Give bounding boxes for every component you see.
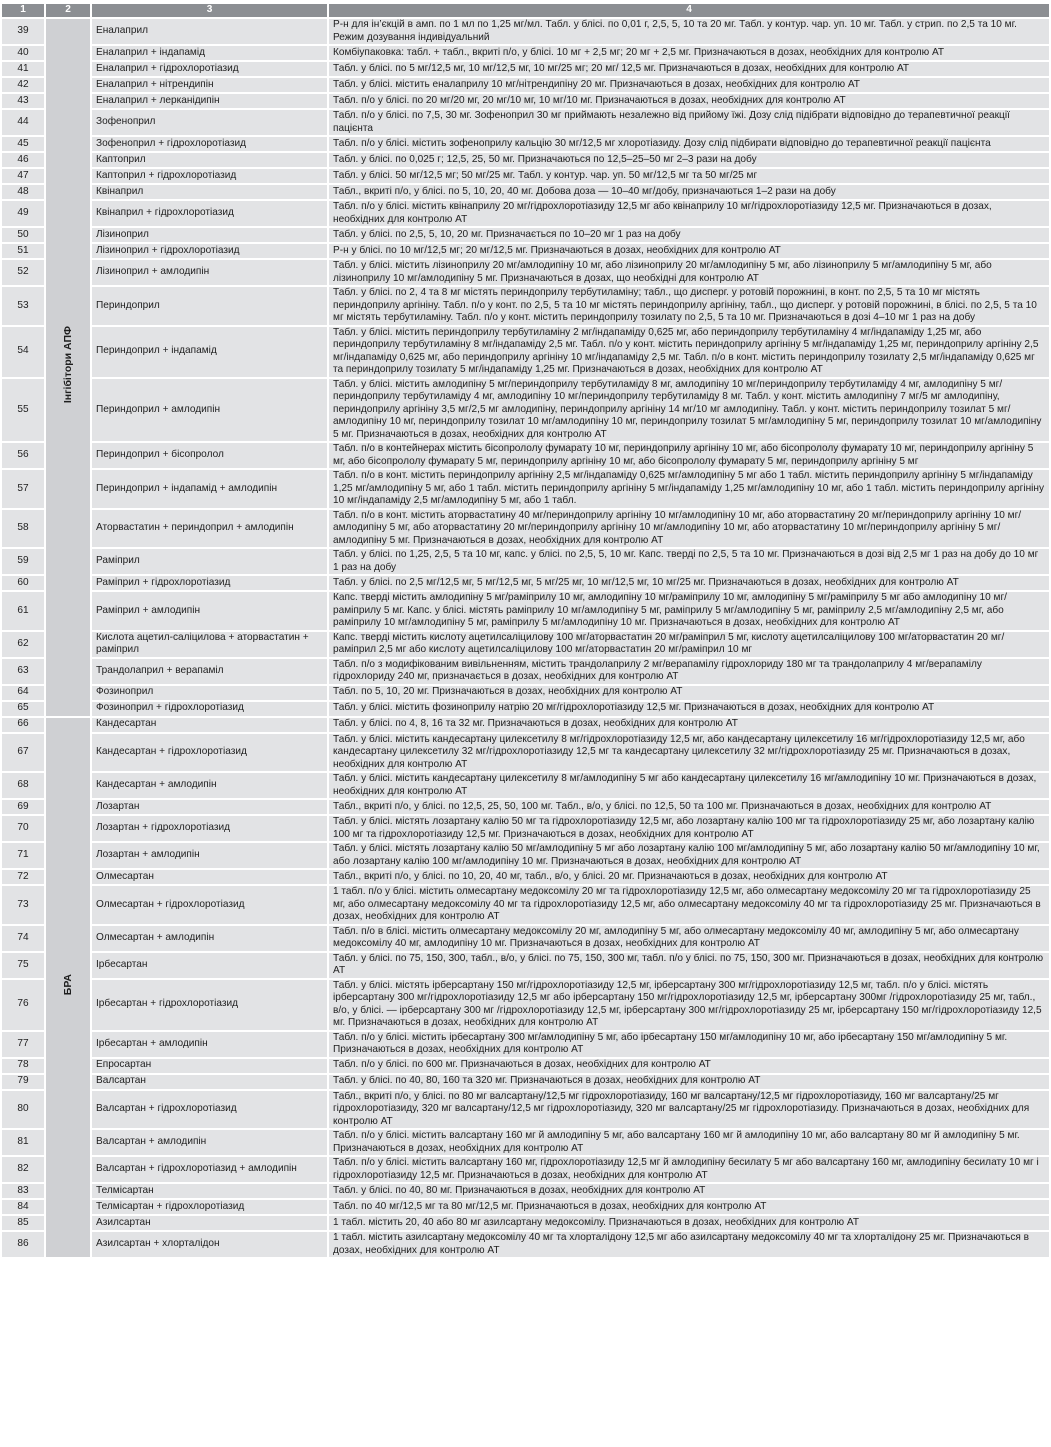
drug-name: Зофеноприл	[90, 110, 327, 135]
row-number: 71	[2, 843, 44, 868]
row-number: 79	[2, 1075, 44, 1089]
drug-name: Ірбесартан + гідрохлоротіазид	[90, 980, 327, 1030]
row-number: 74	[2, 926, 44, 951]
table-row	[2, 1184, 1049, 1198]
drug-description: Табл., вкриті п/о, у блісі. по 5, 10, 20, 40 мг. Добова доза — 10–40 мг/добу, призначаються 1–2 рази на добу	[327, 185, 1049, 199]
drug-name: Каптоприл	[90, 153, 327, 167]
table-row	[2, 659, 1049, 684]
drug-description: Капс. тверді містить амлодипіну 5 мг/раміприлу 10 мг, амлодипіну 10 мг/раміприлу 10 мг, амлодипіну 5 мг/раміприлу 5 мг або амлодипіну 10 мг/раміприлу 5 мг. Капс. у блісі. містять раміприлу 10 мг/амлодипіну 5 мг, раміприлу 5 мг/амлодипіну 5 мг, раміприлу 2,5 мг/амлодипіну 2,5 мг, або раміприлу 10 мг/амлодипіну 5 мг, раміприлу 5 мг/амлодипіну 10 мг. Призначаються в дозах, необхідних для контролю АТ	[327, 592, 1049, 630]
row-number: 66	[2, 718, 44, 732]
column-header-2: 2	[44, 4, 90, 17]
drug-name: Лозартан + гідрохлоротіазид	[90, 816, 327, 841]
drug-name: Азилсартан + хлорталідон	[90, 1232, 327, 1257]
row-number: 75	[2, 953, 44, 978]
table-row	[2, 1200, 1049, 1214]
table-row	[2, 592, 1049, 630]
drug-description: Р-н у блісі. по 10 мг/12,5 мг; 20 мг/12,5 мг. Призначаються в дозах, необхідних для контролю АТ	[327, 244, 1049, 258]
drug-description: 1 табл. містить 20, 40 або 80 мг азилсартану медоксомілу. Призначаються в дозах, необхідних для контролю АТ	[327, 1216, 1049, 1230]
drug-description: Табл. у блісі. по 1,25, 2,5, 5 та 10 мг, капс. у блісі. по 2,5, 5, 10 мг. Капс. тверді по 2,5, 5 та 10 мг. Призначаються в дозі від 2,5 мг 1 раз на добу до 10 мг 1 раз на добу	[327, 549, 1049, 574]
drug-name: Раміприл	[90, 549, 327, 574]
column-header-1: 1	[2, 4, 44, 17]
drug-name: Периндоприл + індапамід + амлодипін	[90, 470, 327, 508]
drug-name: Олмесартан + амлодипін	[90, 926, 327, 951]
table-row	[2, 800, 1049, 814]
drug-name: Лозартан	[90, 800, 327, 814]
table-row	[2, 110, 1049, 135]
drug-name: Ірбесартан	[90, 953, 327, 978]
table-row	[2, 260, 1049, 285]
row-number: 73	[2, 886, 44, 924]
table-row	[2, 78, 1049, 92]
column-header-3: 3	[90, 4, 327, 17]
drug-name: Ірбесартан + амлодипін	[90, 1032, 327, 1057]
row-number: 70	[2, 816, 44, 841]
table-row	[2, 816, 1049, 841]
drug-description: Табл. у блісі. містять лозартану калію 50 мг та гідрохлоротіазиду 12,5 мг, або лозартану калію 100 мг та гідрохлоротіазиду 25 мг, або лозартану калію 100 мг та гідрохлоротіазиду 12,5 мг. Призначаються в дозах, необхідних для контролю АТ	[327, 816, 1049, 841]
drug-name: Кандесартан	[90, 718, 327, 732]
table-row	[2, 734, 1049, 772]
row-number: 56	[2, 443, 44, 468]
table-row	[2, 702, 1049, 716]
drug-description: Табл. у блісі. по 5 мг/12,5 мг, 10 мг/12,5 мг, 10 мг/25 мг; 20 мг/ 12,5 мг. Призначаються в дозах, необхідних для контролю АТ	[327, 62, 1049, 76]
drug-name: Валсартан + гідрохлоротіазид	[90, 1091, 327, 1129]
table-row	[2, 94, 1049, 108]
row-number: 55	[2, 379, 44, 442]
drug-name: Периндоприл + індапамід	[90, 327, 327, 377]
table-row	[2, 244, 1049, 258]
row-number: 85	[2, 1216, 44, 1230]
table-row	[2, 576, 1049, 590]
row-number: 63	[2, 659, 44, 684]
drug-description: Табл. п/о в блісі. містить олмесартану медоксомілу 20 мг, амлодипіну 5 мг, або олмесартану медоксомілу 40 мг, амлодипіну 5 мг, або олмесартану медоксомілу 40 мг, амлодипіну 10 мг. Призначаються в дозах, необхідних для контролю АТ	[327, 926, 1049, 951]
drug-description: Табл., вкриті п/о, у блісі. по 10, 20, 40 мг, табл., в/о, у блісі. 20 мг. Призначаються в дозах, необхідних для контролю АТ	[327, 870, 1049, 884]
drug-name: Лізиноприл	[90, 228, 327, 242]
drug-description: Табл. п/о в контейнерах містить бісопрололу фумарату 10 мг, периндоприлу аргініну 10 мг, або бісопрололу фумарату 10 мг, периндоприлу аргініну 5 мг, або бісопрололу фумарату 5 мг, периндоприлу аргініну 10 мг, або бісопрололу фумарату 5 мг, периндоприлу аргініну 5 мг	[327, 443, 1049, 468]
drug-name: Кандесартан + гідрохлоротіазид	[90, 734, 327, 772]
drug-description: Табл. у блісі. містять ірберсартану 150 мг/гідрохлоротіазиду 12,5 мг, ірберсартану 300 мг/гідрохлоротіазиду 12,5 мг, табл. п/о у блісі. містять ірберсартану 300 мг/гідрохлоротіазиду 12,5 мг або ірберсартану 150 мг/гідрохлоротіазиду 12,5 мг, ірберсартану 300мг /гідрохлоротіазиду 25 мг, табл., в/о, у блісі. — ірберсартану 300 мг /гідрохлоротіазиду 12,5 мг, ірберсартану 300 мг/гідрохлоротіазиду 25 мг, ірберсартану 150 мг/гідрохлоротіазиду 12,5 мг. Призначаються в дозах, необхідних для контролю АТ	[327, 980, 1049, 1030]
row-number: 52	[2, 260, 44, 285]
drug-description: Табл. у блісі. 50 мг/12,5 мг; 50 мг/25 мг. Табл. у контур. чар. уп. 50 мг/12,5 мг та 50 мг/25 мг	[327, 169, 1049, 183]
row-number: 62	[2, 632, 44, 657]
table-row	[2, 153, 1049, 167]
drug-name: Азилсартан	[90, 1216, 327, 1230]
drug-name: Валсартан + амлодипін	[90, 1130, 327, 1155]
drug-name: Квінаприл	[90, 185, 327, 199]
table-row	[2, 926, 1049, 951]
table-row	[2, 169, 1049, 183]
row-number: 82	[2, 1157, 44, 1182]
table-row	[2, 1157, 1049, 1182]
table-row	[2, 718, 1049, 732]
row-number: 58	[2, 510, 44, 548]
table-row	[2, 1059, 1049, 1073]
drug-name: Периндоприл + амлодипін	[90, 379, 327, 442]
table-row	[2, 19, 1049, 44]
drug-name: Лізиноприл + амлодипін	[90, 260, 327, 285]
column-header-4: 4	[327, 4, 1049, 17]
drug-description: Табл. у блісі. по 2,5, 5, 10, 20 мг. Призначається по 10–20 мг 1 раз на добу	[327, 228, 1049, 242]
table-row	[2, 686, 1049, 700]
drug-name: Аторвастатин + периндоприл + амлодипін	[90, 510, 327, 548]
row-number: 76	[2, 980, 44, 1030]
row-number: 78	[2, 1059, 44, 1073]
row-number: 41	[2, 62, 44, 76]
table-row	[2, 1032, 1049, 1057]
drug-description: Табл. п/о в конт. містить периндоприлу аргініну 2,5 мг/індапаміду 0,625 мг/амлодипіну 5 мг або 1 табл. містить периндоприлу аргініну 5 мг/індапаміду 1,25 мг/амлодипіну 5 мг, або 1 табл. містить периндоприлу аргініну 5 мг/індапаміду 1,25 мг/амлодипіну 10 мг, або 1 табл. містить периндоприлу аргініну 10 мг/індапаміду 2,5 мг/амлодипіну 5 мг, або 1 табл.	[327, 470, 1049, 508]
drug-name: Еналаприл + нітрендипін	[90, 78, 327, 92]
row-number: 60	[2, 576, 44, 590]
drug-name: Раміприл + гідрохлоротіазид	[90, 576, 327, 590]
row-number: 46	[2, 153, 44, 167]
table-row	[2, 443, 1049, 468]
row-number: 40	[2, 46, 44, 60]
drug-description: Табл. п/о у блісі. по 7,5, 30 мг. Зофеноприл 30 мг приймають незалежно від прийому їжі. Дозу слід підібрати відповідно до терапевтичної реакції пацієнта	[327, 110, 1049, 135]
drug-name: Трандолаприл + верапаміл	[90, 659, 327, 684]
row-number: 51	[2, 244, 44, 258]
drug-name: Еналаприл	[90, 19, 327, 44]
drug-name: Зофеноприл + гідрохлоротіазид	[90, 137, 327, 151]
row-number: 53	[2, 287, 44, 325]
row-number: 65	[2, 702, 44, 716]
table-row	[2, 510, 1049, 548]
drug-description: Табл. п/о у блісі. містить ірбесартану 300 мг/амлодипіну 5 мг, або ірбесартану 150 мг/амлодипіну 10 мг, або ірбесартану 150 мг/амлодипіну 5 мг. Призначаються в дозах, необхідних для контролю АТ	[327, 1032, 1049, 1057]
table-row	[2, 327, 1049, 377]
drug-description: Табл. п/о у блісі. містить валсартану 160 мг й амлодипіну 5 мг, або валсартану 160 мг й амлодипіну 10 мг, або валсартану 80 мг й амлодипіну 5 мг. Призначаються в дозах, необхідних для контролю АТ	[327, 1130, 1049, 1155]
drug-description: Табл. у блісі. містить амлодипіну 5 мг/периндоприлу тербутиламіду 8 мг, амлодипіну 10 мг/периндоприлу тербутиламіду 4 мг, амлодипіну 5 мг/периндоприлу тербутиламіду 4 мг, амлодипіну 10 мг/периндоприлу тербутиламіду 8 мг. Табл. у конт. містить амлодипіну 7 мг/5 мг амлодипіну, периндоприлу аргініну 3,5 мг/2,5 мг амлодипіну, периндоприлу аргініну 14 мг/10 мг амлодипіну. Табл. у конт. містить периндоприлу тозилат 5 мг/амлодипіну 10 мг, периндоприлу тозилат 10 мг/амлодипіну 10 мг, периндоприлу тозилат 5 мг/амлодипіну 5 мг, периндоприлу тозилат 10 мг/амлодипіну 5 мг. Призначаються в дозах, необхідних для контролю АТ	[327, 379, 1049, 442]
row-number: 45	[2, 137, 44, 151]
drug-description: Табл. у блісі. містить лізиноприлу 20 мг/амлодипіну 10 мг, або лізиноприлу 20 мг/амлодипіну 5 мг, або лізиноприлу 5 мг/амлодипіну 5 мг, або лізиноприлу 10 мг/амлодипіну 5 мг. Призначаються в дозах, що необхідні для контролю АТ	[327, 260, 1049, 285]
drug-description: Табл. у блісі. містить периндоприлу тербутиламіну 2 мг/індапаміду 0,625 мг, або периндоприлу тербутиламіну 4 мг/індапаміду 1,25 мг, або периндоприлу тербутиламіну 8 мг/індапаміду 2,5 мг. Табл. п/о у конт. містить периндоприлу аргініну 5 мг/індапаміду 1,25 мг, периндоприлу аргініну 2,5 мг/індапаміду 0,625 мг, або периндоприлу аргініну 10 мг/індапаміду 2,5 мг. Табл. п/о в конт. містить периндоприлу тозилату 2,5 мг/індапаміду 0,625 мг та периндоприлу тозилату 5 мг/індапаміду 1,25 мг. Призначаються в дозах, необхідних для контролю АТ	[327, 327, 1049, 377]
table-row	[2, 1216, 1049, 1230]
row-number: 49	[2, 201, 44, 226]
row-number: 67	[2, 734, 44, 772]
row-number: 42	[2, 78, 44, 92]
table-row	[2, 470, 1049, 508]
row-number: 43	[2, 94, 44, 108]
drug-description: Табл. по 5, 10, 20 мг. Призначаються в дозах, необхідних для контролю АТ	[327, 686, 1049, 700]
drug-description: Табл. п/о у блісі. по 600 мг. Призначаються в дозах, необхідних для контролю АТ	[327, 1059, 1049, 1073]
drug-description: Табл. у блісі. по 0,025 г; 12,5, 25, 50 мг. Призначаються по 12,5–25–50 мг 2–3 рази на добу	[327, 153, 1049, 167]
row-number: 84	[2, 1200, 44, 1214]
table-row	[2, 228, 1049, 242]
row-number: 48	[2, 185, 44, 199]
drug-name: Лозартан + амлодипін	[90, 843, 327, 868]
table-row	[2, 1232, 1049, 1257]
drug-description: Табл. п/о з модифікованим вивільненням, містить трандолаприлу 2 мг/верапамілу гідрохлориду 180 мг та трандолаприлу 4 мг/верапамілу гідрохлориду 240 мг, призначається в дозах, необхідних для контролю АТ	[327, 659, 1049, 684]
drug-description: 1 табл. п/о у блісі. містить олмесартану медоксомілу 20 мг та гідрохлоротіазиду 12,5 мг, або олмесартану медоксомілу 20 мг та гідрохлоротіазиду 25 мг, або олмесартану медоксомілу 40 мг та гідрохлоротіазиду 12,5 мг, або олмесартану медоксомілу 40 мг та гідрохлоротіазиду 25 мг. Призначаються в дозах, необхідних для контролю АТ	[327, 886, 1049, 924]
row-number: 39	[2, 19, 44, 44]
table-row	[2, 137, 1049, 151]
row-number: 61	[2, 592, 44, 630]
drug-name: Фозиноприл + гідрохлоротіазид	[90, 702, 327, 716]
table-row	[2, 632, 1049, 657]
table-row	[2, 201, 1049, 226]
row-number: 69	[2, 800, 44, 814]
drug-description: Табл. у блісі. по 40, 80, 160 та 320 мг. Призначаються в дозах, необхідних для контролю АТ	[327, 1075, 1049, 1089]
drug-description: Капс. тверді містить кислоту ацетилсаліцилову 100 мг/аторвастатин 20 мг/раміприл 5 мг, кислоту ацетилсаліцилову 100 мг/аторвастатин 20 мг/раміприл 2,5 мг або кислоту ацетилсаліцилову 100 мг/аторвастатин 20 мг/раміприл 10 мг	[327, 632, 1049, 657]
table-row	[2, 46, 1049, 60]
drug-group-cell	[44, 19, 90, 716]
row-number: 54	[2, 327, 44, 377]
table-row	[2, 886, 1049, 924]
drug-name: Периндоприл + бісопролол	[90, 443, 327, 468]
drug-description: 1 табл. містить азилсартану медоксомілу 40 мг та хлорталідону 12,5 мг або азилсартану медоксомілу 40 мг та хлорталідону 25 мг. Призначаються в дозах, необхідних для контролю АТ	[327, 1232, 1049, 1257]
drug-name: Лізиноприл + гідрохлоротіазид	[90, 244, 327, 258]
drug-description: Табл. у блісі. містить еналаприлу 10 мг/нітрендипіну 20 мг. Призначаються в дозах, необхідних для контролю АТ	[327, 78, 1049, 92]
drug-description: Табл. у блісі. по 75, 150, 300, табл., в/о, у блісі. по 75, 150, 300 мг, табл. п/о у блісі. по 75, 150, 300 мг. Призначаються в дозах, необхідних для контролю АТ	[327, 953, 1049, 978]
row-number: 64	[2, 686, 44, 700]
table-body	[2, 19, 1049, 1257]
drug-description: Табл. у блісі. містить кандесартану цилексетилу 8 мг/амлодипіну 5 мг або кандесартану цилексетилу 16 мг/амлодипіну 10 мг. Призначаються в дозах, необхідних для контролю АТ	[327, 773, 1049, 798]
table-row	[2, 379, 1049, 442]
drug-group-label: Інгібітори АПФ	[61, 326, 74, 404]
drug-group-cell	[44, 718, 90, 1258]
drug-name: Кислота ацетил-саліцилова + аторвастатин + раміприл	[90, 632, 327, 657]
drug-name: Олмесартан + гідрохлоротіазид	[90, 886, 327, 924]
drug-description: Табл. п/о в конт. містить аторвастатину 40 мг/периндоприлу аргініну 10 мг/амлодипіну 10 мг, або аторвастатину 20 мг/периндоприлу аргініну 10 мг/амлодипіну 5 мг, або аторвастатину 20 мг/периндоприлу аргініну 10 мг/амлодипіну 10 мг, або аторвастатину 10 мг/периндоприлу аргініну 5 мг/амлодипіну 5 мг. Призначаються в дозах, необхідних для контролю АТ	[327, 510, 1049, 548]
drug-name: Валсартан	[90, 1075, 327, 1089]
drug-name: Телмісартан	[90, 1184, 327, 1198]
table-row	[2, 1130, 1049, 1155]
table-row	[2, 953, 1049, 978]
table-row	[2, 843, 1049, 868]
drug-name: Раміприл + амлодипін	[90, 592, 327, 630]
drug-description: Табл. по 40 мг/12,5 мг та 80 мг/12,5 мг. Призначаються в дозах, необхідних для контролю АТ	[327, 1200, 1049, 1214]
drug-name: Кандесартан + амлодипін	[90, 773, 327, 798]
drug-description: Табл. у блісі. містить фозиноприлу натрію 20 мг/гідрохлоротіазиду 12,5 мг. Призначаються в дозах, необхідних для контролю АТ	[327, 702, 1049, 716]
row-number: 77	[2, 1032, 44, 1057]
row-number: 59	[2, 549, 44, 574]
table-row	[2, 1075, 1049, 1089]
row-number: 72	[2, 870, 44, 884]
drug-name: Каптоприл + гідрохлоротіазид	[90, 169, 327, 183]
drug-description: Табл. п/о у блісі. по 20 мг/20 мг, 20 мг/10 мг, 10 мг/10 мг. Призначаються в дозах, необхідних для контролю АТ	[327, 94, 1049, 108]
drug-name: Фозиноприл	[90, 686, 327, 700]
row-number: 44	[2, 110, 44, 135]
drug-name: Олмесартан	[90, 870, 327, 884]
drug-description: Табл. у блісі. по 2,5 мг/12,5 мг, 5 мг/12,5 мг, 5 мг/25 мг, 10 мг/12,5 мг, 10 мг/25 мг. Призначаються в дозах, необхідних для контролю АТ	[327, 576, 1049, 590]
drug-name: Периндоприл	[90, 287, 327, 325]
table-row	[2, 1091, 1049, 1129]
drug-table	[2, 2, 1049, 1259]
header-row	[2, 4, 1049, 17]
table-row	[2, 870, 1049, 884]
row-number: 57	[2, 470, 44, 508]
drug-description: Комбіупаковка: табл. + табл., вкриті п/о, у блісі. 10 мг + 2,5 мг; 20 мг + 2,5 мг. Призначаються в дозах, необхідних для контролю АТ	[327, 46, 1049, 60]
drug-description: Табл. у блісі. по 2, 4 та 8 мг містять периндоприлу тербутиламіну; табл., що дисперг. у ротовій порожнині, в конт. по 2,5, 5 та 10 мг містять периндоприлу аргініну. Табл. п/о у конт. по 2,5, 5 та 10 мг містять периндоприлу аргініну, табл., що дисперг. у ротовій порожнині, в блісі. по 2,5, 5 та 10 мг містять тербутиламіну. Табл. п/о у конт. містить периндоприлу тозилату по 2,5, 5 та 10 мг. Призначаються в дозі 4–10 мг 1 раз на добу	[327, 287, 1049, 325]
row-number: 68	[2, 773, 44, 798]
drug-description: Табл. у блісі. містять лозартану калію 50 мг/амлодипіну 5 мг або лозартану калію 100 мг/амлодипіну 5 мг, або лозартану калію 50 мг/амлодипіну 10 мг, або лозартану калію 100 мг/амлодипіну 10 мг. Призначаються в дозах, необхідних для контролю АТ	[327, 843, 1049, 868]
table-row	[2, 980, 1049, 1030]
drug-name: Квінаприл + гідрохлоротіазид	[90, 201, 327, 226]
drug-name: Еналаприл + гідрохлоротіазид	[90, 62, 327, 76]
drug-description: Табл. п/о у блісі. містить квінаприлу 20 мг/гідрохлоротіазиду 12,5 мг або квінаприлу 10 мг/гідрохлоротіазиду 12,5 мг. Призначаються в дозах, необхідних для контролю АТ	[327, 201, 1049, 226]
drug-name: Валсартан + гідрохлоротіазид + амлодипін	[90, 1157, 327, 1182]
drug-description: Табл., вкриті п/о, у блісі. по 80 мг валсартану/12,5 мг гідрохлоротіазиду, 160 мг валсартану/12,5 мг гідрохлоротіазиду, 160 мг валсартану/25 мг гідрохлоротіазиду, 320 мг валсартану/12,5 мг гідрохлоротіазиду, 320 мг валсартану/25 мг гідрохлоротіазиду. Призначаються в дозах, необхідних для контролю АТ	[327, 1091, 1049, 1129]
drug-description: Табл., вкриті п/о, у блісі. по 12,5, 25, 50, 100 мг. Табл., в/о, у блісі. по 12,5, 50 та 100 мг. Призначаються в дозах, необхідних для контролю АТ	[327, 800, 1049, 814]
drug-name: Телмісартан + гідрохлоротіазид	[90, 1200, 327, 1214]
row-number: 50	[2, 228, 44, 242]
drug-name: Еналаприл + лерканідипін	[90, 94, 327, 108]
drug-name: Еналаприл + індапамід	[90, 46, 327, 60]
row-number: 80	[2, 1091, 44, 1129]
drug-description: Табл. у блісі. по 40, 80 мг. Призначаються в дозах, необхідних для контролю АТ	[327, 1184, 1049, 1198]
drug-description: Табл. п/о у блісі. містить валсартану 160 мг, гідрохлоротіазиду 12,5 мг й амлодипіну бесилату 5 мг або валсартану 160 мг, амлодипіну бесилату 10 мг і гідрохлоротіазиду 12,5 мг. Призначаються в дозах, необхідних для контролю АТ	[327, 1157, 1049, 1182]
row-number: 47	[2, 169, 44, 183]
row-number: 83	[2, 1184, 44, 1198]
row-number: 86	[2, 1232, 44, 1257]
drug-group-label: БРА	[61, 974, 74, 996]
table-row	[2, 62, 1049, 76]
table-row	[2, 549, 1049, 574]
table-row	[2, 185, 1049, 199]
row-number: 81	[2, 1130, 44, 1155]
drug-description: Табл. у блісі. по 4, 8, 16 та 32 мг. Призначаються в дозах, необхідних для контролю АТ	[327, 718, 1049, 732]
table-row	[2, 773, 1049, 798]
drug-name: Епросартан	[90, 1059, 327, 1073]
drug-description: Р-н для ін’єкцій в амп. по 1 мл по 1,25 мг/мл. Табл. у блісі. по 0,01 г, 2,5, 5, 10 та 20 мг. Табл. у контур. чар. уп. 10 мг. Табл. у стрип. по 2,5 та 10 мг. Режим дозування індивідуальний	[327, 19, 1049, 44]
table-row	[2, 287, 1049, 325]
drug-description: Табл. у блісі. містить кандесартану цилексетилу 8 мг/гідрохлоротіазиду 12,5 мг, або кандесартану цилексетилу 16 мг/гідрохлоротіазиду 12,5 мг, або кандесартану цилексетилу 32 мг/гідрохлоротіазиду 12,5 мг та кандесартану цилексетилу 32 мг/гідрохлоротіазиду 25 мг. Призначаються в дозах, необхідних для контролю АТ	[327, 734, 1049, 772]
drug-description: Табл. п/о у блісі. містить зофеноприлу кальцію 30 мг/12,5 мг хлоротіазиду. Дозу слід підбирати відповідно до терапевтичної реакції пацієнта	[327, 137, 1049, 151]
